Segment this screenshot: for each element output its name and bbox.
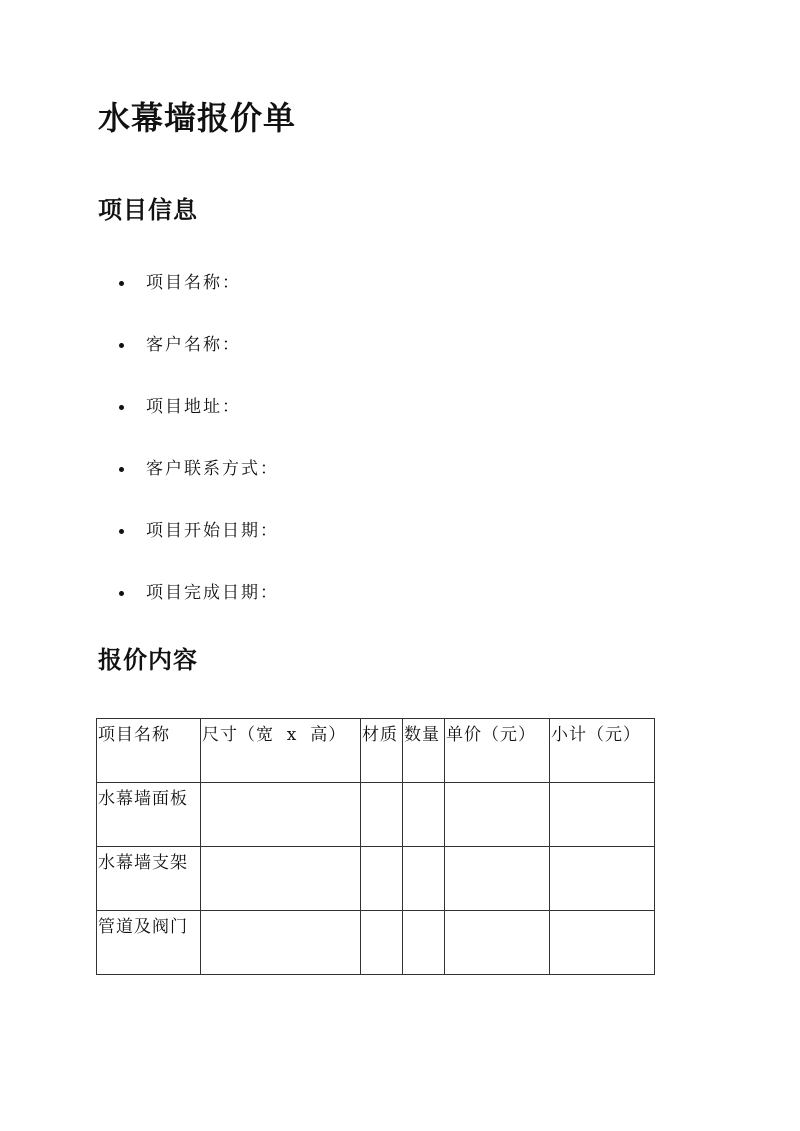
- material-cell: [361, 783, 403, 847]
- item-name-cell: 水幕墙支架: [97, 847, 201, 911]
- size-cell: [201, 847, 361, 911]
- table-row: [97, 911, 655, 975]
- project-name-label: 项目名称：: [146, 273, 241, 293]
- quantity-cell: [403, 911, 445, 975]
- size-cell: [201, 783, 361, 847]
- list-item: [98, 454, 698, 516]
- subtotal-cell: [550, 911, 655, 975]
- start-date-label: 项目开始日期：: [146, 521, 279, 541]
- table-row: [97, 783, 655, 847]
- bullet-icon: [119, 467, 124, 472]
- unit-price-cell: [445, 847, 550, 911]
- item-name-cell: 水幕墙面板: [97, 783, 201, 847]
- unit-price-cell: [445, 783, 550, 847]
- bullet-icon: [119, 281, 124, 286]
- list-item: [98, 392, 698, 454]
- material-cell: [361, 847, 403, 911]
- project-info-list: [98, 268, 698, 640]
- table-row: [97, 847, 655, 911]
- project-info-heading: 项目信息: [98, 195, 198, 224]
- subtotal-cell: [550, 783, 655, 847]
- column-header-unit-price: 单价（元）: [445, 719, 550, 783]
- bullet-icon: [119, 591, 124, 596]
- column-header-quantity: 数量: [403, 719, 445, 783]
- column-header-material: 材质: [361, 719, 403, 783]
- column-header-item-name: 项目名称: [97, 719, 201, 783]
- quantity-cell: [403, 783, 445, 847]
- completion-date-label: 项目完成日期：: [146, 583, 279, 603]
- column-header-subtotal: 小计（元）: [550, 719, 655, 783]
- document-title: 水幕墙报价单: [98, 99, 297, 137]
- list-item: [98, 578, 698, 640]
- client-name-label: 客户名称：: [146, 335, 241, 355]
- item-name-cell: 管道及阀门: [97, 911, 201, 975]
- client-contact-label: 客户联系方式：: [146, 459, 279, 479]
- project-address-label: 项目地址：: [146, 397, 241, 417]
- unit-price-cell: [445, 911, 550, 975]
- list-item: [98, 330, 698, 392]
- quantity-cell: [403, 847, 445, 911]
- bullet-icon: [119, 343, 124, 348]
- column-header-size: 尺寸（宽 x 高）: [201, 719, 361, 783]
- list-item: [98, 516, 698, 578]
- subtotal-cell: [550, 847, 655, 911]
- size-cell: [201, 911, 361, 975]
- bullet-icon: [119, 529, 124, 534]
- bullet-icon: [119, 405, 124, 410]
- quote-table: [96, 718, 655, 975]
- quote-heading: 报价内容: [98, 645, 198, 674]
- table-header-row: [97, 719, 655, 783]
- list-item: [98, 268, 698, 330]
- material-cell: [361, 911, 403, 975]
